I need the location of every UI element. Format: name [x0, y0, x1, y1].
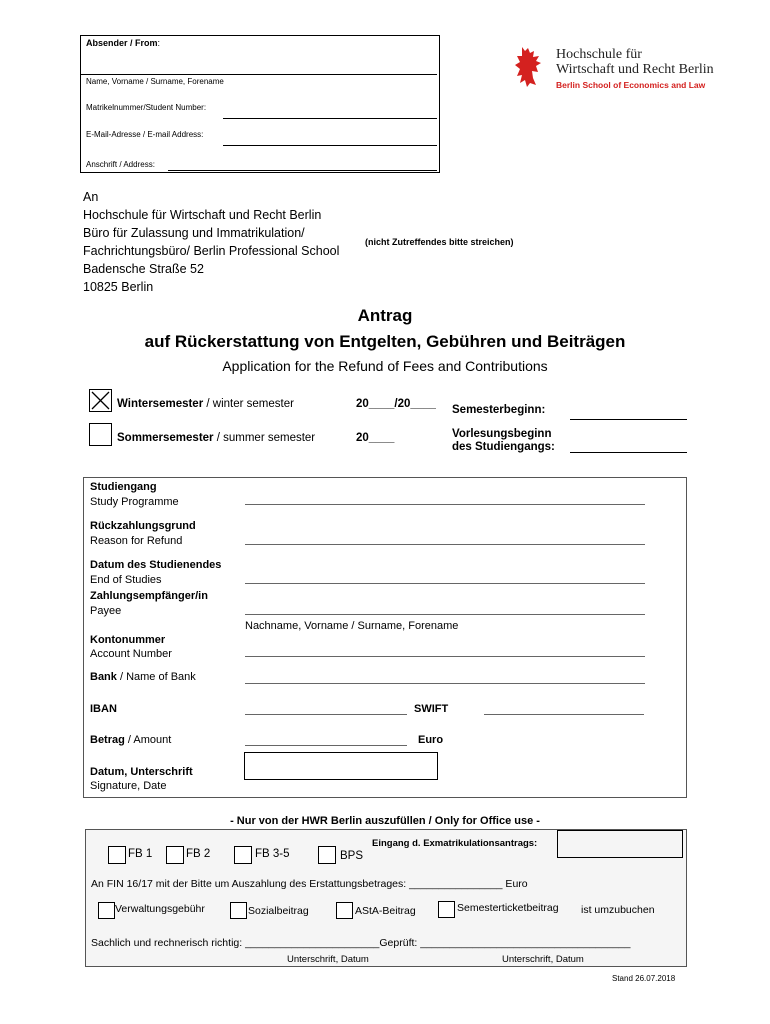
semesterticket-checkbox[interactable] [438, 901, 455, 918]
eingang-field[interactable] [557, 830, 683, 858]
payee-hint: Nachname, Vorname / Surname, Forename [245, 620, 459, 632]
studienende-field[interactable] [245, 583, 645, 584]
swift-field[interactable] [484, 714, 644, 715]
verwaltung-checkbox[interactable] [98, 902, 115, 919]
semesterbeginn-label: Semesterbeginn: [452, 404, 546, 416]
logo-line2: Wirtschaft und Recht Berlin [556, 62, 714, 77]
recipient-line: 10825 Berlin [83, 280, 154, 294]
email-field[interactable] [223, 145, 437, 146]
vorlesungsbeginn-field[interactable] [570, 452, 687, 453]
recipient-line: An [83, 190, 99, 204]
winter-semester-checkbox[interactable] [89, 389, 112, 412]
fb1-label: FB 1 [128, 848, 153, 860]
verwaltung-label: Verwaltungsgebühr [115, 903, 205, 915]
asta-checkbox[interactable] [336, 902, 353, 919]
address-field[interactable] [168, 170, 437, 171]
sozial-checkbox[interactable] [230, 902, 247, 919]
eingang-label: Eingang d. Exmatrikulationsantrags: [372, 838, 538, 849]
page-title-english: Application for the Refund of Fees and Contributions [222, 358, 548, 374]
bps-checkbox[interactable] [318, 846, 336, 864]
bank-field[interactable] [245, 683, 645, 684]
betrag-label: Betrag / Amount [90, 734, 172, 746]
asta-label: AStA-Beitrag [355, 905, 416, 917]
logo-wordmark [556, 47, 714, 77]
recipient-line: Badensche Straße 52 [83, 262, 204, 276]
email-label: E-Mail-Adresse / E-mail Address: [86, 130, 204, 139]
logo-subline: Berlin School of Economics and Law [556, 80, 706, 90]
winter-semester-label: Wintersemester / winter semester [117, 398, 294, 410]
grund-field[interactable] [245, 544, 645, 545]
umzubuchen-label: ist umzubuchen [581, 904, 655, 916]
payee-field[interactable] [245, 614, 645, 615]
fb2-checkbox[interactable] [166, 846, 184, 864]
semesterbeginn-field[interactable] [570, 419, 687, 420]
sachlich-text: Sachlich und rechnerisch richtig: _______________________Geprüft: ____________________________________ [91, 937, 631, 949]
recipient-line: Fachrichtungsbüro/ Berlin Professional School [83, 244, 340, 258]
summer-semester-label: Sommersemester / summer semester [117, 432, 316, 444]
office-header: - Nur von der HWR Berlin auszufüllen / Only for Office use - [230, 815, 540, 827]
semesterticket-label: Semesterticketbeitrag [457, 902, 559, 914]
fb2-label: FB 2 [186, 848, 211, 860]
matrikel-label: Matrikelnummer/Student Number: [86, 103, 207, 112]
stand-date: Stand 26.07.2018 [612, 974, 676, 983]
unterschrift-label-1: Unterschrift, Datum [287, 954, 369, 965]
logo-line1: Hochschule für [556, 47, 642, 62]
berlin-bear-logo [514, 45, 544, 89]
an-fin-text: An FIN 16/17 mit der Bitte um Auszahlung des Erstattungsbetrages: ________________ Euro [91, 878, 528, 890]
betrag-field[interactable] [245, 745, 407, 746]
summer-semester-checkbox[interactable] [89, 423, 112, 446]
euro-label: Euro [418, 734, 444, 746]
address-label: Anschrift / Address: [86, 160, 155, 169]
checked-x-icon [90, 390, 111, 411]
signature-field[interactable] [244, 752, 438, 780]
iban-label: IBAN [90, 703, 117, 715]
matrikel-field[interactable] [223, 118, 437, 119]
sender-box [80, 35, 440, 173]
konto-label: Kontonummer Account Number [90, 634, 172, 660]
unterschrift-label-2: Unterschrift, Datum [502, 954, 584, 965]
recipient-line: Hochschule für Wirtschaft und Recht Berlin [83, 208, 322, 222]
grund-label: Rückzahlungsgrund Reason for Refund [90, 520, 196, 547]
studienende-label: Datum des Studienendes End of Studies [90, 559, 222, 586]
strike-note: (nicht Zutreffendes bitte streichen) [365, 237, 514, 247]
fb1-checkbox[interactable] [108, 846, 126, 864]
name-line[interactable] [81, 74, 437, 75]
bank-label: Bank / Name of Bank [90, 671, 196, 683]
recipient-line: Büro für Zulassung und Immatrikulation/ [83, 226, 305, 240]
konto-field[interactable] [245, 656, 645, 657]
sozial-label: Sozialbeitrag [248, 905, 309, 917]
iban-field[interactable] [245, 714, 407, 715]
bps-label: BPS [340, 850, 364, 862]
swift-label: SWIFT [414, 703, 449, 715]
recipient-address [83, 188, 339, 296]
payee-label: Zahlungsempfänger/in Payee [90, 590, 208, 617]
winter-year-field[interactable]: 20____/20____ [356, 398, 436, 410]
page-subtitle: auf Rückerstattung von Entgelten, Gebühren und Beiträgen [144, 332, 626, 351]
fb35-checkbox[interactable] [234, 846, 252, 864]
signature-label: Datum, Unterschrift Signature, Date [90, 766, 193, 792]
summer-year-field[interactable]: 20____ [356, 432, 395, 444]
sender-header: Absender / From: [86, 38, 161, 48]
vorlesungsbeginn-label: Vorlesungsbeginn des Studiengangs: [452, 428, 555, 453]
studiengang-field[interactable] [245, 504, 645, 505]
name-label: Name, Vorname / Surname, Forename [86, 77, 224, 86]
fb35-label: FB 3-5 [255, 848, 290, 860]
studiengang-label: Studiengang Study Programme [90, 481, 179, 508]
page-title: Antrag [357, 306, 413, 325]
